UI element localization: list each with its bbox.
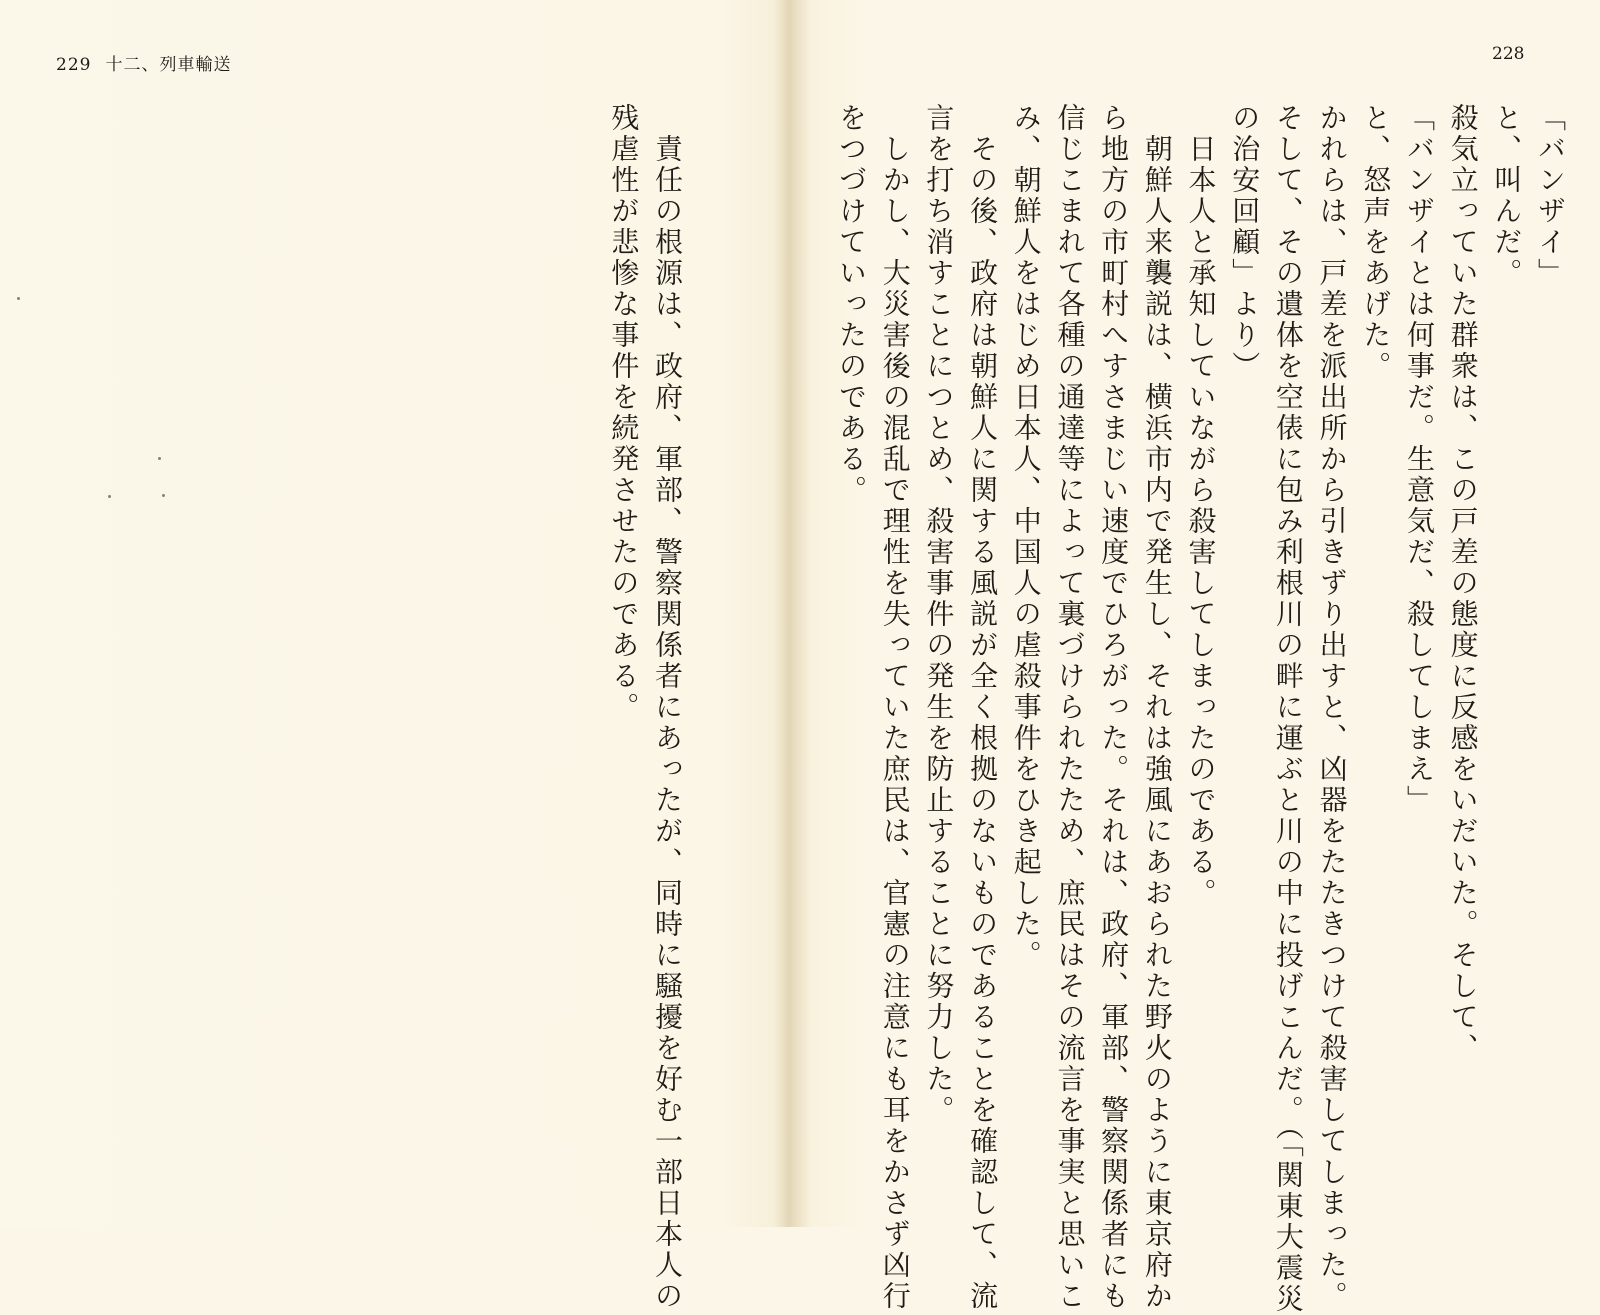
left-page [0, 0, 790, 1312]
text-column: と、怒声をあげた。 [1359, 103, 1393, 382]
text-column: の治安回顧」より） [1228, 103, 1262, 382]
text-column: しかし、大災害後の混乱で理性を失っていた庶民は、官憲の注意にも耳をかさず凶行 [878, 103, 912, 1312]
text-column: 責任の根源は、政府、軍部、警察関係者にあったが、同時に騒擾を好む一部日本人の [651, 103, 684, 1312]
paper-speck [162, 494, 165, 497]
left-page-body [594, 103, 684, 1312]
text-column: 信じこまれて各種の通達等によって裏づけられたため、庶民はその流言を事実と思いこ [1053, 103, 1087, 1312]
text-column: 日本人と承知していながら殺害してしまったのである。 [1184, 103, 1218, 909]
paper-speck [108, 495, 111, 498]
right-page [800, 0, 1600, 1315]
text-column: 言を打ち消すことにつとめ、殺害事件の発生を防止することに努力した。 [922, 103, 956, 1126]
text-column: み、朝鮮人をはじめ日本人、中国人の虐殺事件をひき起した。 [1009, 103, 1043, 971]
text-column: 残虐性が悲惨な事件を続発させたのである。 [607, 103, 641, 723]
left-page-header [56, 50, 231, 75]
paper-speck [158, 457, 161, 460]
left-page-number: 229 [56, 55, 92, 75]
text-column: ら地方の市町村へすさまじい速度でひろがった。それは、政府、軍部、警察関係者にも [1097, 103, 1131, 1312]
running-title: 十二、列車輸送 [105, 55, 232, 75]
text-column: 「バンザイとは何事だ。生意気だ、殺してしまえ」 [1402, 103, 1436, 816]
text-column: かれらは、戸差を派出所から引きずり出すと、凶器をたたきつけて殺害してしまった。 [1315, 103, 1349, 1312]
text-column: 「バンザイ」 [1534, 103, 1567, 289]
text-column: をつづけていったのである。 [835, 103, 868, 506]
text-column: 朝鮮人来襲説は、横浜市内で発生し、それは強風にあおられた野火のように東京府か [1140, 103, 1174, 1312]
text-column: と、叫んだ。 [1490, 103, 1524, 289]
paper-speck [17, 297, 20, 300]
text-column: 殺気立っていた群衆は、この戸差の態度に反感をいだいた。そして、 [1446, 103, 1480, 1064]
text-column: その後、政府は朝鮮人に関する風説が全く根拠のないものであることを確認して、流 [966, 103, 1000, 1312]
right-page-body [821, 103, 1567, 1315]
text-column: そして、その遺体を空俵に包み利根川の畔に運ぶと川の中に投げこんだ。（「関東大震災 [1271, 103, 1305, 1315]
right-page-number: 228 [1492, 44, 1525, 64]
